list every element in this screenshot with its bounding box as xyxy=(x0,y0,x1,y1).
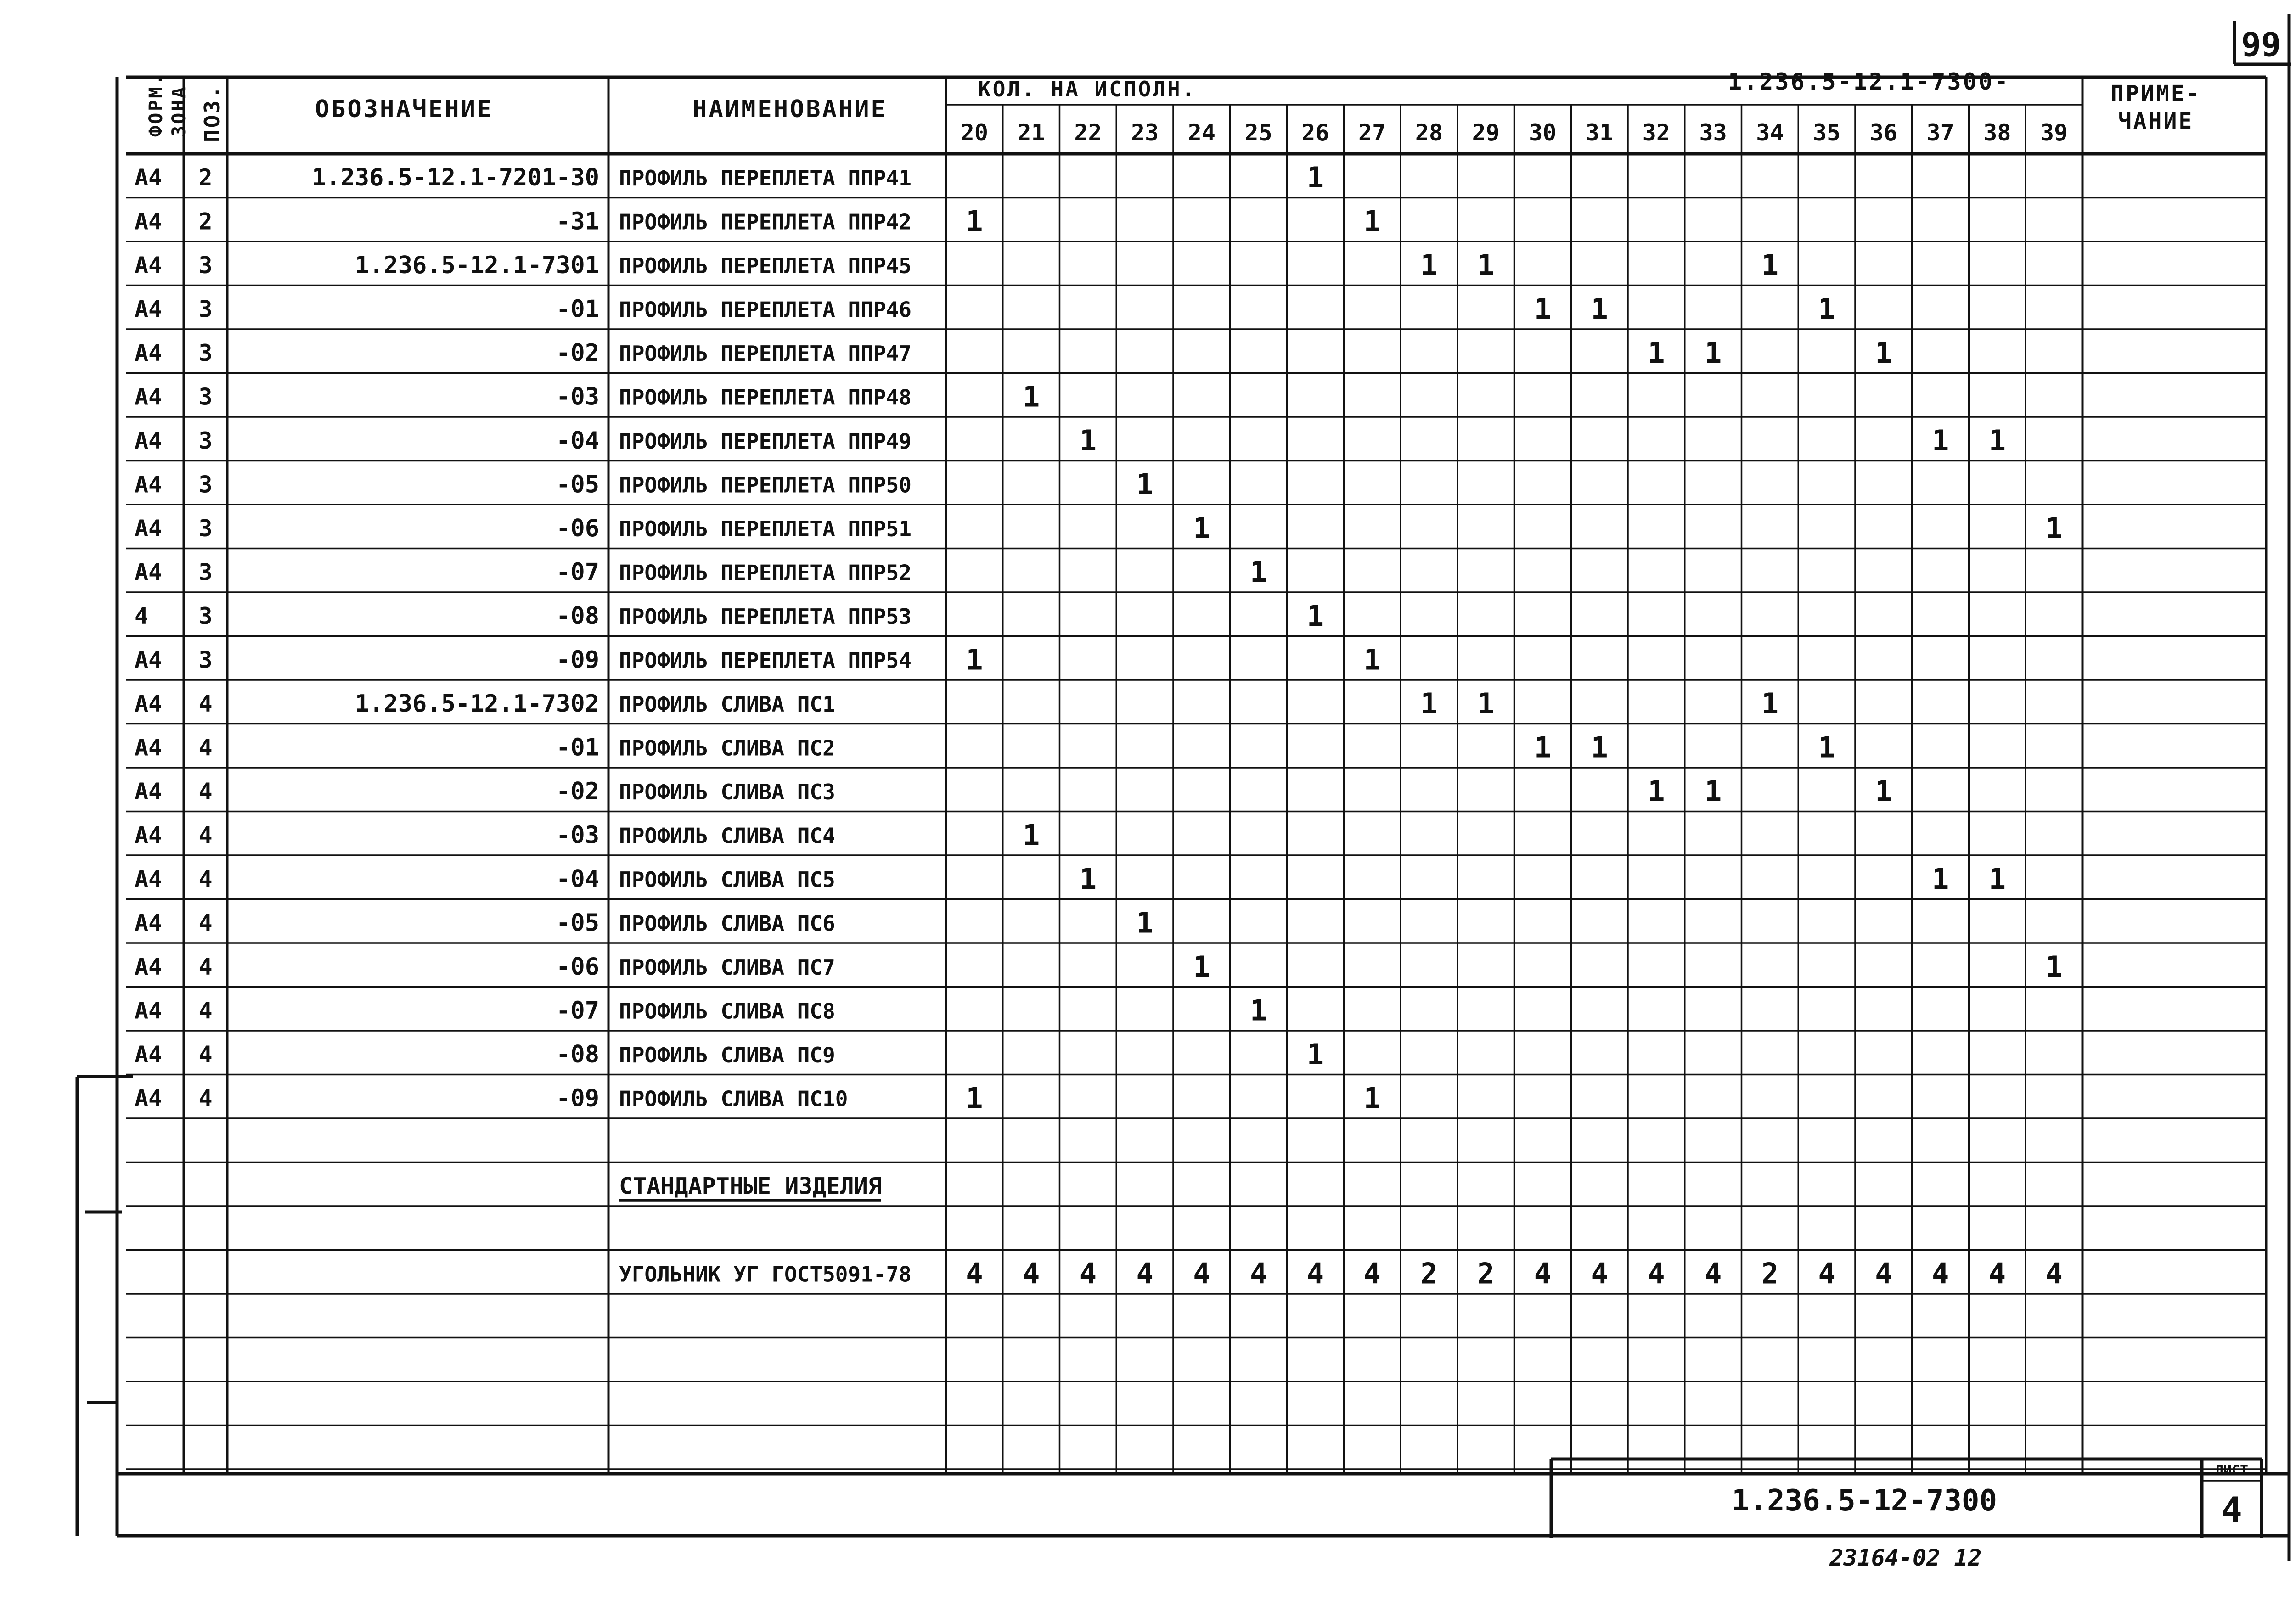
row-zone: 4 xyxy=(198,734,213,761)
qty-cell-34: 1 xyxy=(1761,686,1779,720)
row-zone: 3 xyxy=(198,471,213,498)
qty-cell-27: 1 xyxy=(1363,1081,1381,1115)
qty-cell-35: 1 xyxy=(1818,292,1835,326)
row-name: ПРОФИЛЬ СЛИВА ПС2 xyxy=(619,736,835,761)
table-row xyxy=(135,424,2006,457)
table-row xyxy=(135,204,1381,238)
row-form: А4 xyxy=(135,690,163,717)
row-name: ПРОФИЛЬ ПЕРЕПЛЕТА ППР52 xyxy=(619,560,912,585)
row-zone: 4 xyxy=(198,1085,213,1112)
table-row xyxy=(135,1038,1324,1071)
qty-cell-20: 1 xyxy=(966,204,983,238)
table-row xyxy=(135,1081,1381,1115)
row-form: А4 xyxy=(135,734,163,761)
row-zone: 4 xyxy=(198,778,213,805)
row-designation: -04 xyxy=(556,865,599,893)
qty-cell-38: 1 xyxy=(1988,423,2006,457)
page-number-box xyxy=(2234,21,2291,64)
variant-header-31: 31 xyxy=(1586,119,1614,146)
row-designation: -07 xyxy=(556,558,599,586)
qty-cell-38: 1 xyxy=(1988,862,2006,896)
row-zone: 3 xyxy=(198,427,213,454)
left-margin-marks xyxy=(77,1077,133,1536)
variant-header-24: 24 xyxy=(1187,119,1216,146)
title-block xyxy=(1551,1459,2262,1538)
row-form: А4 xyxy=(135,1085,163,1112)
header-name: НАИМЕНОВАНИЕ xyxy=(692,95,887,123)
row-name: ПРОФИЛЬ ПЕРЕПЛЕТА ППР46 xyxy=(619,297,912,322)
table-row xyxy=(619,1257,2063,1290)
table-row xyxy=(135,643,1381,676)
row-name: ПРОФИЛЬ СЛИВА ПС8 xyxy=(619,999,835,1024)
row-form: А4 xyxy=(135,427,163,454)
row-zone: 2 xyxy=(198,164,213,191)
table-row xyxy=(135,380,1040,413)
row-designation: -03 xyxy=(556,821,599,849)
qty-cell-31: 4 xyxy=(1591,1257,1608,1291)
row-name: ПРОФИЛЬ ПЕРЕПЛЕТА ППР47 xyxy=(619,341,912,366)
qty-cell-27: 1 xyxy=(1363,643,1381,677)
qty-cell-23: 4 xyxy=(1136,1257,1154,1291)
qty-cell-39: 1 xyxy=(2045,511,2063,545)
row-zone: 4 xyxy=(198,865,213,893)
row-zone: 3 xyxy=(198,646,213,674)
row-designation: -07 xyxy=(556,997,599,1025)
row-zone: 4 xyxy=(198,997,213,1024)
variant-header-32: 32 xyxy=(1642,119,1670,146)
qty-cell-25: 1 xyxy=(1249,994,1267,1027)
row-form: А4 xyxy=(135,778,163,805)
qty-cell-32: 1 xyxy=(1648,336,1665,370)
variant-header-35: 35 xyxy=(1813,119,1841,146)
qty-cell-24: 4 xyxy=(1193,1257,1210,1291)
title-sheet-label: ЛИСТ xyxy=(2215,1463,2249,1479)
row-designation: -05 xyxy=(556,909,599,937)
row-designation: 1.236.5-12.1-7201-30 xyxy=(311,163,599,191)
row-form: А4 xyxy=(135,471,163,498)
qty-cell-31: 1 xyxy=(1591,292,1608,326)
table-row xyxy=(135,248,1778,282)
variant-header-27: 27 xyxy=(1358,119,1386,146)
qty-cell-22: 1 xyxy=(1079,423,1097,457)
row-zone: 2 xyxy=(198,208,213,235)
table-row xyxy=(135,730,1835,764)
row-zone: 3 xyxy=(198,296,213,323)
qty-cell-30: 1 xyxy=(1534,730,1552,764)
row-name: ПРОФИЛЬ ПЕРЕПЛЕТА ППР50 xyxy=(619,472,912,498)
row-zone: 3 xyxy=(198,559,213,586)
qty-cell-28: 2 xyxy=(1420,1257,1438,1291)
header-pos: ПОЗ. xyxy=(200,84,225,142)
row-designation: -03 xyxy=(556,383,599,411)
row-form: А4 xyxy=(135,252,163,279)
row-form: А4 xyxy=(135,997,163,1024)
qty-cell-29: 1 xyxy=(1477,686,1495,720)
variant-header-36: 36 xyxy=(1869,119,1897,146)
row-zone: 3 xyxy=(198,515,213,542)
variant-header-25: 25 xyxy=(1244,119,1272,146)
qty-cell-20: 4 xyxy=(966,1257,983,1291)
qty-cell-33: 4 xyxy=(1704,1257,1722,1291)
table-row xyxy=(619,1173,882,1200)
header-zone: ЗОНА xyxy=(169,85,190,137)
qty-cell-23: 1 xyxy=(1136,467,1154,501)
variant-header-23: 23 xyxy=(1131,119,1159,146)
row-name: ПРОФИЛЬ ПЕРЕПЛЕТА ППР48 xyxy=(619,385,912,410)
qty-cell-30: 1 xyxy=(1534,292,1552,326)
title-sheet-number: 4 xyxy=(2221,1489,2242,1530)
qty-cell-28: 1 xyxy=(1420,248,1438,282)
qty-cell-25: 4 xyxy=(1249,1257,1267,1291)
qty-cell-21: 1 xyxy=(1022,380,1040,414)
row-designation: 1.236.5-12.1-7301 xyxy=(355,251,599,279)
section-heading: СТАНДАРТНЫЕ ИЗДЕЛИЯ xyxy=(619,1173,882,1200)
qty-cell-21: 1 xyxy=(1022,818,1040,852)
row-designation: -06 xyxy=(556,953,599,981)
qty-cell-26: 1 xyxy=(1306,599,1324,633)
row-designation: -09 xyxy=(556,646,599,674)
row-designation: -01 xyxy=(556,295,599,323)
qty-cell-38: 4 xyxy=(1988,1257,2006,1291)
row-designation: -09 xyxy=(556,1084,599,1112)
qty-cell-33: 1 xyxy=(1704,336,1722,370)
row-form: А4 xyxy=(135,865,163,893)
qty-cell-28: 1 xyxy=(1420,686,1438,720)
row-zone: 4 xyxy=(198,1041,213,1068)
row-name: УГОЛЬНИК УГ ГОСТ5091-78 xyxy=(619,1262,912,1287)
table-row xyxy=(135,818,1040,852)
header-qty: КОЛ. НА ИСПОЛН. xyxy=(978,77,1197,101)
qty-cell-34: 1 xyxy=(1761,248,1779,282)
row-form: А4 xyxy=(135,208,163,235)
header-note-2: ЧАНИЕ xyxy=(2118,108,2194,134)
row-name: ПРОФИЛЬ ПЕРЕПЛЕТА ППР45 xyxy=(619,253,912,278)
page-number: 99 xyxy=(2241,25,2281,64)
qty-cell-36: 4 xyxy=(1875,1257,1892,1291)
table-row xyxy=(135,862,2006,896)
row-zone: 4 xyxy=(198,690,213,717)
row-zone: 4 xyxy=(198,822,213,849)
row-form: А4 xyxy=(135,822,163,849)
table-row xyxy=(135,906,1154,939)
row-zone: 4 xyxy=(198,910,213,937)
variant-header-29: 29 xyxy=(1472,119,1500,146)
qty-cell-23: 1 xyxy=(1136,906,1154,940)
table-row xyxy=(135,292,1835,326)
variant-header-38: 38 xyxy=(1983,119,2011,146)
qty-cell-20: 1 xyxy=(966,643,983,677)
table-row xyxy=(135,994,1267,1027)
qty-cell-25: 1 xyxy=(1249,555,1267,589)
qty-cell-26: 4 xyxy=(1306,1257,1324,1291)
qty-cell-29: 1 xyxy=(1477,248,1495,282)
variant-header-33: 33 xyxy=(1699,119,1727,146)
row-designation: -01 xyxy=(556,734,599,762)
row-zone: 3 xyxy=(198,602,213,629)
qty-cell-39: 4 xyxy=(2045,1257,2063,1291)
row-form: А4 xyxy=(135,559,163,586)
row-form: А4 xyxy=(135,339,163,366)
qty-cell-30: 4 xyxy=(1534,1257,1552,1291)
qty-cell-29: 2 xyxy=(1477,1257,1495,1291)
row-designation: -08 xyxy=(556,1040,599,1068)
row-name: ПРОФИЛЬ СЛИВА ПС3 xyxy=(619,779,835,804)
table-row xyxy=(135,161,1324,194)
row-designation: 1.236.5-12.1-7302 xyxy=(355,690,599,718)
table-row xyxy=(135,511,2063,545)
header-designation: ОБОЗНАЧЕНИЕ xyxy=(315,95,494,123)
qty-cell-37: 1 xyxy=(1931,862,1949,896)
row-form: А4 xyxy=(135,296,163,323)
variant-header-34: 34 xyxy=(1756,119,1784,146)
archive-number: 23164-02 12 xyxy=(1829,1544,1982,1571)
qty-cell-27: 1 xyxy=(1363,204,1381,238)
row-form: А4 xyxy=(135,953,163,980)
row-designation: -05 xyxy=(556,471,599,499)
row-designation: -02 xyxy=(556,339,599,367)
variant-header-37: 37 xyxy=(1926,119,1954,146)
row-name: ПРОФИЛЬ СЛИВА ПС7 xyxy=(619,954,835,980)
row-name: ПРОФИЛЬ СЛИВА ПС9 xyxy=(619,1042,835,1067)
table-row xyxy=(135,950,2063,983)
qty-cell-22: 1 xyxy=(1079,862,1097,896)
row-name: ПРОФИЛЬ СЛИВА ПС1 xyxy=(619,691,835,717)
row-form: А4 xyxy=(135,1041,163,1068)
header-doc-code: 1.236.5-12.1-7300- xyxy=(1728,68,2010,95)
qty-cell-37: 4 xyxy=(1931,1257,1949,1291)
header-form: ФОРМ. xyxy=(146,72,167,137)
row-name: ПРОФИЛЬ ПЕРЕПЛЕТА ППР49 xyxy=(619,428,912,454)
table-rows xyxy=(135,161,2063,1291)
qty-cell-20: 1 xyxy=(966,1081,983,1115)
row-designation: -06 xyxy=(556,514,599,542)
variant-header-22: 22 xyxy=(1074,119,1102,146)
header-note-1: ПРИМЕ- xyxy=(2110,81,2201,107)
qty-cell-21: 4 xyxy=(1022,1257,1040,1291)
qty-cell-26: 1 xyxy=(1306,160,1324,194)
qty-cell-36: 1 xyxy=(1875,774,1892,808)
row-form: А4 xyxy=(135,383,163,410)
row-name: ПРОФИЛЬ ПЕРЕПЛЕТА ППР53 xyxy=(619,604,912,629)
qty-cell-35: 4 xyxy=(1818,1257,1835,1291)
row-zone: 3 xyxy=(198,252,213,279)
variant-header-30: 30 xyxy=(1529,119,1557,146)
qty-cell-34: 2 xyxy=(1761,1257,1779,1291)
qty-cell-31: 1 xyxy=(1591,730,1608,764)
table-row xyxy=(135,599,1324,633)
row-form: А4 xyxy=(135,646,163,674)
table-row xyxy=(135,555,1267,589)
qty-cell-27: 4 xyxy=(1363,1257,1381,1291)
row-name: ПРОФИЛЬ ПЕРЕПЛЕТА ППР54 xyxy=(619,648,912,673)
table-row xyxy=(135,687,1778,720)
qty-cell-26: 1 xyxy=(1306,1037,1324,1071)
table-row xyxy=(135,467,1154,501)
variant-header-26: 26 xyxy=(1301,119,1329,146)
row-designation: -04 xyxy=(556,427,599,455)
title-document-number: 1.236.5-12-7300 xyxy=(1732,1484,1997,1518)
variant-header-28: 28 xyxy=(1415,119,1443,146)
qty-cell-22: 4 xyxy=(1079,1257,1097,1291)
qty-cell-37: 1 xyxy=(1931,423,1949,457)
row-form: А4 xyxy=(135,164,163,191)
row-designation: -08 xyxy=(556,602,599,630)
row-name: ПРОФИЛЬ СЛИВА ПС5 xyxy=(619,867,835,892)
row-form: А4 xyxy=(135,910,163,937)
qty-cell-39: 1 xyxy=(2045,949,2063,983)
row-name: ПРОФИЛЬ СЛИВА ПС4 xyxy=(619,823,835,848)
qty-cell-32: 1 xyxy=(1648,774,1665,808)
row-name: ПРОФИЛЬ СЛИВА ПС6 xyxy=(619,911,835,936)
row-zone: 3 xyxy=(198,339,213,366)
qty-cell-24: 1 xyxy=(1193,511,1210,545)
row-zone: 4 xyxy=(198,953,213,980)
qty-cell-32: 4 xyxy=(1648,1257,1665,1291)
row-name: ПРОФИЛЬ ПЕРЕПЛЕТА ППР51 xyxy=(619,516,912,541)
variant-header-39: 39 xyxy=(2040,119,2068,146)
row-zone: 3 xyxy=(198,383,213,410)
row-name: ПРОФИЛЬ СЛИВА ПС10 xyxy=(619,1086,848,1112)
qty-cell-36: 1 xyxy=(1875,336,1892,370)
row-designation: -31 xyxy=(556,208,599,236)
row-form: 4 xyxy=(135,602,149,629)
table-grid xyxy=(117,77,2289,1536)
row-form: А4 xyxy=(135,515,163,542)
row-name: ПРОФИЛЬ ПЕРЕПЛЕТА ППР41 xyxy=(619,165,912,191)
row-name: ПРОФИЛЬ ПЕРЕПЛЕТА ППР42 xyxy=(619,209,912,235)
variant-header-21: 21 xyxy=(1017,119,1045,146)
row-designation: -02 xyxy=(556,777,599,805)
variant-header-20: 20 xyxy=(960,119,988,146)
qty-cell-33: 1 xyxy=(1704,774,1722,808)
qty-cell-24: 1 xyxy=(1193,949,1210,983)
qty-cell-35: 1 xyxy=(1818,730,1835,764)
